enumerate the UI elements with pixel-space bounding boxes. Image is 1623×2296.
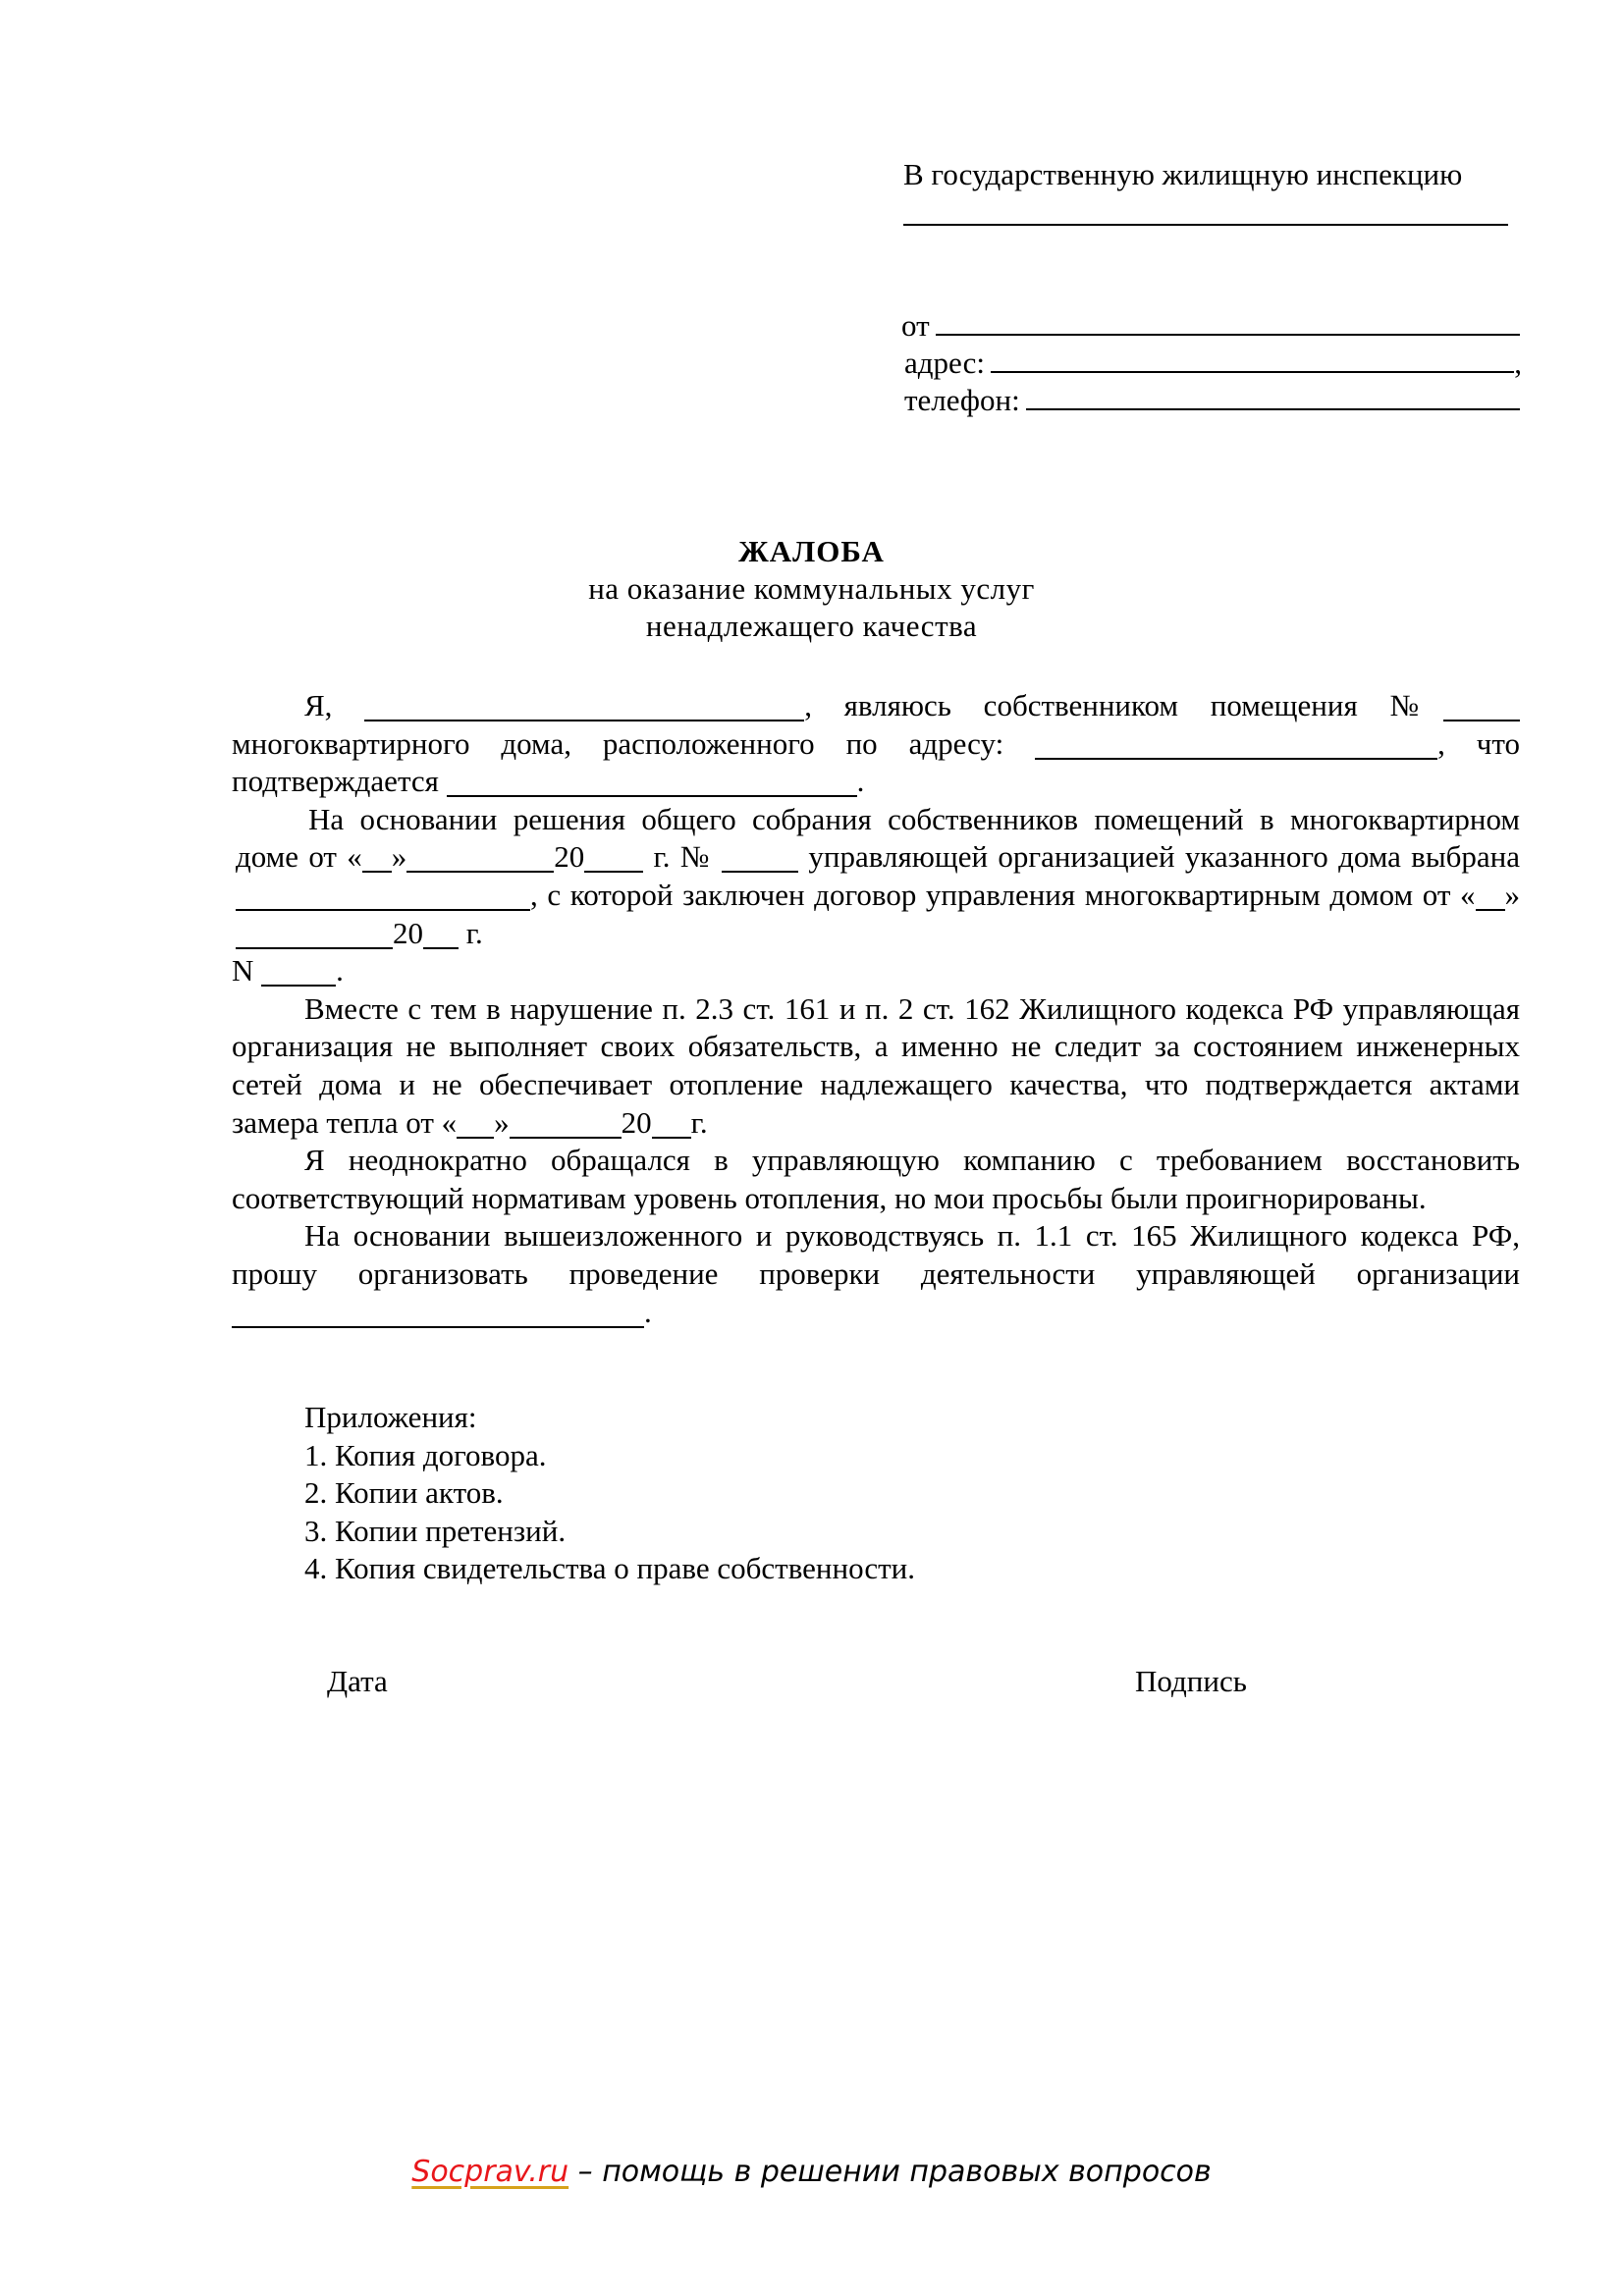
house-address-blank[interactable]	[1035, 727, 1437, 760]
document-title-block	[0, 533, 1623, 645]
sender-block	[901, 307, 1522, 419]
management-org-name-blank[interactable]	[232, 1296, 644, 1328]
meeting-year-blank[interactable]	[584, 840, 643, 873]
attachment-item: 4. Копия свидетельства о праве собственности.	[304, 1551, 916, 1585]
text-segment: Я,	[304, 688, 333, 722]
attachment-item: 3. Копии претензий.	[304, 1513, 567, 1548]
owner-name-blank[interactable]	[364, 689, 804, 721]
room-number-blank[interactable]	[1443, 689, 1520, 721]
paragraph-management-choice	[232, 801, 1520, 952]
sender-from-row	[901, 307, 1522, 345]
text-segment: .	[336, 953, 344, 988]
text-segment: На основании решения общего собрания собственников помещений в многоквартирном доме от «	[236, 801, 1520, 875]
document-subtitle-line1: на оказание коммунальных услуг	[588, 571, 1035, 606]
attachment-item: 2. Копии актов.	[304, 1475, 504, 1510]
text-segment: 20	[393, 915, 423, 950]
text-segment: управляющей организацией указанного дома выбрана	[808, 839, 1521, 875]
attachment-item: 1. Копия договора.	[304, 1437, 547, 1472]
text-segment: На основании вышеизложенного и руководствуясь п. 1.1 ст. 165 Жилищного кодекса РФ, прошу организовать проведение проверки деятельности управляющей организации	[232, 1218, 1520, 1291]
text-segment: »	[494, 1104, 510, 1140]
sender-phone-row	[901, 382, 1522, 419]
phone-label: телефон:	[904, 383, 1020, 417]
text-segment: .	[644, 1294, 652, 1329]
addressee-blank-line[interactable]	[903, 194, 1522, 234]
contract-number-blank[interactable]	[261, 954, 336, 987]
document-title: ЖАЛОБА	[738, 534, 885, 568]
paragraph-appeals: Я неоднократно обращался в управляющую компанию с требованием восстановить соответствующий нормативам уровень отопления, но мои просьбы были проигнорированы.	[232, 1143, 1520, 1215]
paragraph-owner	[232, 687, 1520, 801]
text-segment: Вместе с тем в нарушение п. 2.3 ст. 161 и п. 2 ст. 162 Жилищного кодекса РФ управляющая организация не выполняет своих обязательств, а именно не следит за состоянием инженерных сетей дома и не обеспечивает отопление надлежащего качества, что подтверждается актами замера тепла от «	[232, 990, 1520, 1140]
address-comma: ,	[1514, 346, 1522, 380]
from-label: от	[901, 308, 930, 343]
document-subtitle-line2: ненадлежащего качества	[645, 609, 978, 643]
site-link[interactable]: Socprav.ru	[411, 2155, 569, 2189]
text-segment: 20	[621, 1104, 652, 1140]
text-segment: »	[391, 839, 407, 875]
footer-watermark	[0, 2153, 1623, 2192]
signature-label: Подпись	[1135, 1664, 1247, 1698]
addressee-blank-field[interactable]	[903, 224, 1508, 226]
act-month-blank[interactable]	[510, 1106, 622, 1139]
contract-day-blank[interactable]	[1476, 879, 1505, 911]
text-segment: , что подтверждается	[232, 725, 1521, 799]
text-segment: 20	[554, 839, 585, 875]
phone-blank-field[interactable]	[1026, 387, 1520, 410]
addressee-line: В государственную жилищную инспекцию	[903, 157, 1463, 191]
text-segment: , с которой заключен договор управления многоквартирным домом от «	[530, 877, 1476, 912]
contract-month-blank[interactable]	[236, 917, 393, 949]
meeting-month-blank[interactable]	[406, 840, 554, 873]
paragraph-violation	[232, 990, 1520, 1142]
address-label: адрес:	[904, 346, 985, 380]
meeting-number-blank[interactable]	[722, 840, 798, 873]
paragraph-request	[232, 1217, 1520, 1331]
text-segment: г.	[690, 1104, 708, 1140]
ownership-proof-blank[interactable]	[447, 765, 857, 797]
text-segment: г. №	[643, 839, 712, 875]
text-segment: »	[1504, 877, 1520, 912]
attachments-list	[304, 1399, 915, 1588]
contract-year-blank[interactable]	[423, 917, 459, 949]
sender-address-row	[901, 345, 1522, 382]
text-segment: .	[856, 764, 865, 799]
from-blank-field[interactable]	[936, 312, 1520, 336]
addressee-block	[903, 155, 1522, 234]
date-label: Дата	[327, 1664, 388, 1698]
text-segment: , являюсь собственником помещения №	[804, 688, 1444, 722]
text-segment: г.	[459, 915, 483, 950]
meeting-day-blank[interactable]	[362, 840, 392, 873]
act-year-blank[interactable]	[652, 1106, 691, 1139]
attachments-heading: Приложения:	[304, 1400, 477, 1434]
text-segment: N	[232, 953, 254, 988]
text-segment: многоквартирного дома, расположенного по адресу:	[232, 725, 1004, 761]
complaint-body	[232, 687, 1520, 1331]
act-day-blank[interactable]	[457, 1106, 494, 1139]
footer-tagline: – помощь в решении правовых вопросов	[568, 2155, 1212, 2189]
address-blank-field[interactable]	[991, 349, 1514, 373]
management-company-blank[interactable]	[236, 879, 530, 911]
paragraph-contract-number	[232, 952, 1520, 990]
